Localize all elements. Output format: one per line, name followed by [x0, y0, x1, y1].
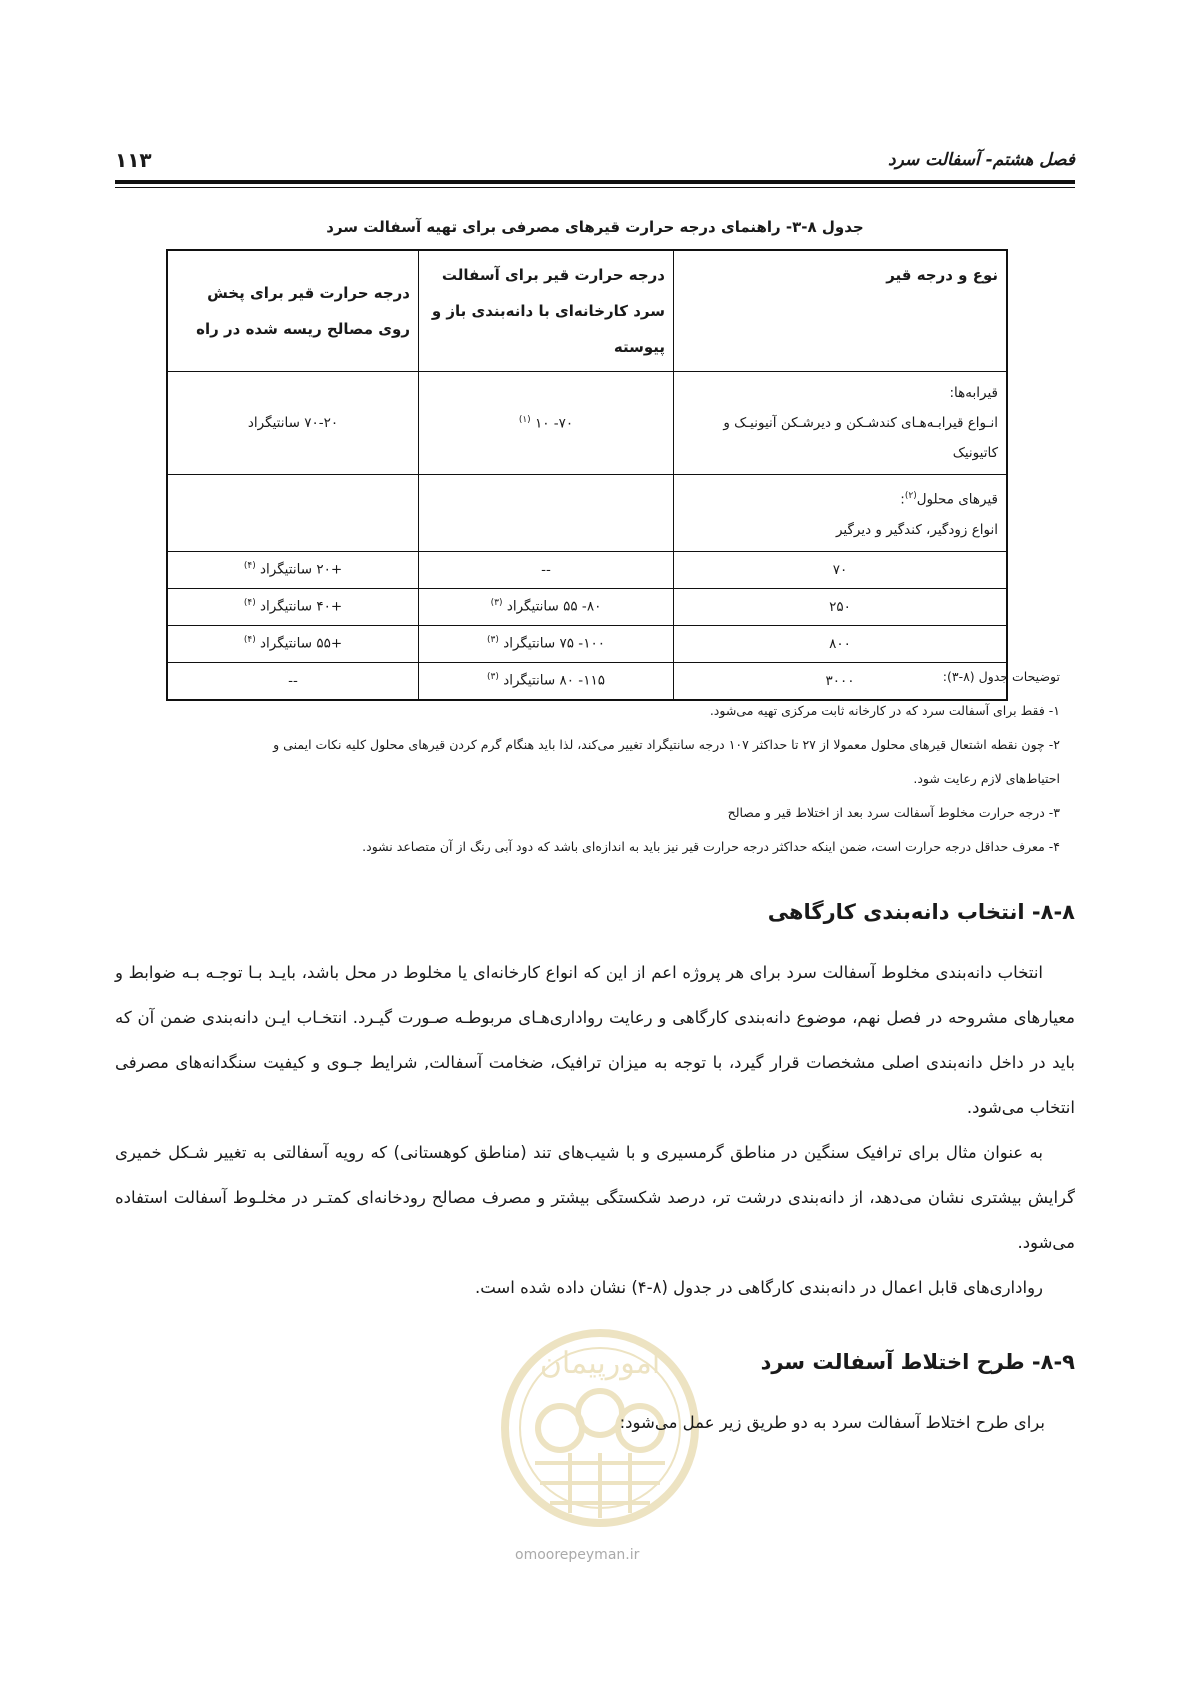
cell-road: +۲۰ سانتیگراد $^{(۴)}$	[167, 551, 419, 588]
cell-type: قیرهای محلول$^{(۲)}$: انواع زودگیر، کندگیر و دیرگیر	[674, 475, 1008, 552]
cell-plant: ۷۰- ۱۰ $^{(۱)}$	[419, 372, 674, 475]
section-8-9-intro: برای طرح اختلاط آسفالت سرد به دو طریق زیر عمل می‌شود:	[619, 1413, 1045, 1432]
cell-type: ۲۵۰	[674, 588, 1008, 625]
table-row	[167, 475, 1007, 552]
note-item: ۱- فقط برای آسفالت سرد که در کارخانه ثابت مرکزی تهیه می‌شود.	[709, 703, 1060, 718]
watermark-url: omoorepeyman.ir	[515, 1547, 640, 1563]
table-row	[167, 551, 1007, 588]
cell-plant: ۱۱۵- ۸۰ سانتیگراد $^{(۳)}$	[419, 662, 674, 700]
cell-road: --	[167, 662, 419, 700]
note-item: ۲- چون نقطه اشتعال قیرهای محلول معمولا از ۲۷ تا حداکثر ۱۰۷ درجه سانتیگراد تغییر می‌کند، لذا باید هنگام گرم کردن قیرهای محلول کلیه نکات ایمنی و	[273, 737, 1060, 752]
cell-plant: ۸۰- ۵۵ سانتیگراد $^{(۳)}$	[419, 588, 674, 625]
section-8-8-body	[115, 950, 1075, 1310]
cell-road: ۷۰-۲۰ سانتیگراد	[167, 372, 419, 475]
page-number: ۱۱۳	[115, 148, 152, 172]
note-item: ۳- درجه حرارت مخلوط آسفالت سرد بعد از اختلاط قیر و مصالح	[727, 805, 1060, 820]
paragraph: رواداری‌های قابل اعمال در دانه‌بندی کارگاهی در جدول (۸-۴) نشان داده شده است.	[474, 1278, 1043, 1297]
cell-road	[167, 475, 419, 552]
table-caption: جدول ۸-۳- راهنمای درجه حرارت قیرهای مصرفی برای تهیه آسفالت سرد	[326, 218, 864, 236]
paragraph: به عنوان مثال برای ترافیک سنگین در مناطق گرمسیری و با شیب‌های تند (مناطق کوهستانی) که رویه آسفالتی به تغییر شـکل خمیری گرایش بیشتری نشان می‌دهد، از دانه‌بندی درشت تر، درصد شکستگی بیشتر و مصرف مصالح رودخانه‌ای کمتـر در مخلـوط آسفالت استفاده می‌شود.	[115, 1143, 1075, 1252]
cell-plant	[419, 475, 674, 552]
cell-road: +۵۵ سانتیگراد $^{(۴)}$	[167, 625, 419, 662]
cell-plant: ۱۰۰- ۷۵ سانتیگراد $^{(۳)}$	[419, 625, 674, 662]
cell-plant: --	[419, 551, 674, 588]
table-header-row	[167, 250, 1007, 372]
cell-type: ۳۰۰۰	[674, 662, 1008, 700]
header-rule-thin	[115, 187, 1075, 188]
watermark-logo	[490, 1318, 710, 1578]
chapter-title: فصل هشتم- آسفالت سرد	[888, 150, 1075, 170]
table-row	[167, 625, 1007, 662]
note-item: احتیاط‌های لازم رعایت شود.	[913, 771, 1060, 786]
header-bitumen-type: نوع و درجه قیر	[674, 250, 1008, 372]
table-notes	[115, 660, 1060, 864]
paragraph: انتخاب دانه‌بندی مخلوط آسفالت سرد برای هر پروژه اعم از این که انواع کارخانه‌ای یا مخلوط در محل باشد، بایـد بـا توجـه بـه ضوابط و معیارهای مشروحه در فصل نهم، موضوع دانه‌بندی کارگاهی و رعایت رواداری‌هـای مربوطـه صـورت گیـرد. انتخـاب ایـن دانه‌بندی ضمن آن که باید در داخل دانه‌بندی اصلی مشخصات قرار گیرد، با توجه به میزان ترافیک، ضخامت آسفالت, شرایط جـوی و کیفیت سنگدانه‌های مصرفی انتخاب می‌شود.	[115, 963, 1075, 1117]
cell-road: +۴۰ سانتیگراد $^{(۴)}$	[167, 588, 419, 625]
header-plant-temp: درجه حرارت قیر برای آسفالت سرد کارخانه‌ای با دانه‌بندی باز و پیوسته	[419, 250, 674, 372]
table-row	[167, 588, 1007, 625]
bitumen-temperature-table	[166, 249, 1008, 701]
cell-type: قیرابه‌ها: انـواع قیرابـه‌هـای کندشـکن و دیرشـکن آنیونیـک و کاتیونیک	[674, 372, 1008, 475]
page-header	[115, 150, 1075, 174]
note-item: ۴- معرف حداقل درجه حرارت است، ضمن اینکه حداکثر درجه حرارت قیر نیز باید به اندازه‌ای باشد که دود آبی رنگ از آن متصاعد نشود.	[362, 839, 1060, 854]
notes-title: توضیحات جدول (۸-۳):	[942, 669, 1060, 684]
section-title-8-8: ۸-۸- انتخاب دانه‌بندی کارگاهی	[767, 900, 1075, 924]
header-rule-thick	[115, 180, 1075, 184]
header-road-temp: درجه حرارت قیر برای پخش روی مصالح ریسه شده در راه	[167, 250, 419, 372]
svg-text:امورپیمان: امورپیمان	[539, 1346, 661, 1381]
section-title-8-9: ۸-۹- طرح اختلاط آسفالت سرد	[760, 1350, 1075, 1374]
cell-type: ۷۰	[674, 551, 1008, 588]
cell-type: ۸۰۰	[674, 625, 1008, 662]
table-row	[167, 372, 1007, 475]
